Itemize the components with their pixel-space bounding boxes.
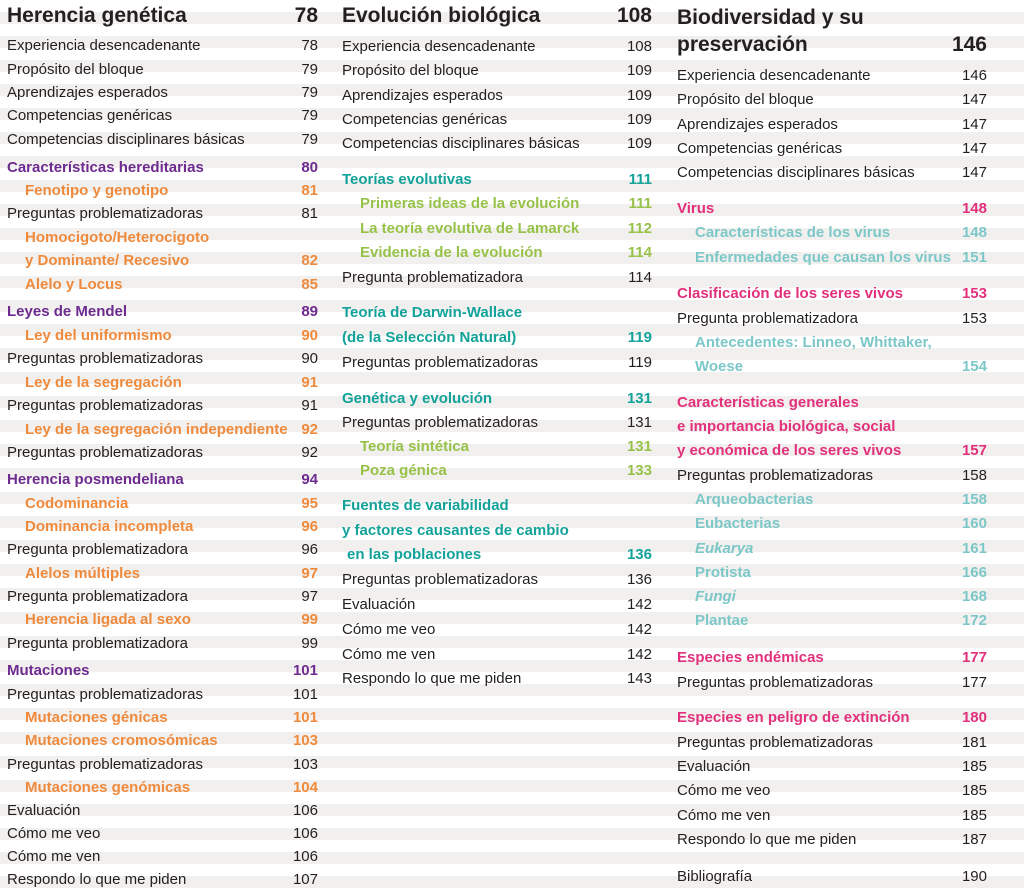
entry-label: Cómo me ven — [677, 807, 771, 824]
toc-entry[interactable] — [342, 669, 652, 689]
entry-page: 106 — [292, 848, 318, 865]
block-page: 108 — [616, 4, 652, 27]
entry-label: Preguntas problematizadoras — [677, 734, 873, 751]
entry-label: Pregunta problematizadora — [342, 269, 523, 286]
toc-entry[interactable] — [7, 83, 318, 103]
subentry-page: 97 — [301, 565, 318, 582]
entry-label: Competencias disciplinares básicas — [342, 135, 580, 152]
entry-label: Pregunta problematizadora — [677, 310, 858, 327]
entry-label: Competencias genéricas — [7, 107, 173, 124]
toc-subentry[interactable] — [342, 437, 652, 457]
toc-section[interactable] — [7, 661, 318, 681]
entry-label: Respondo lo que me piden — [342, 670, 522, 687]
subentry-page: 92 — [301, 421, 318, 438]
entry-page: 109 — [626, 87, 652, 104]
subentry-page: 112 — [627, 220, 652, 237]
entry-label: Cómo me veo — [7, 825, 101, 842]
entry-page: 90 — [301, 350, 318, 367]
toc-section[interactable] — [342, 303, 652, 323]
entry-label: Cómo me veo — [342, 621, 436, 638]
section-label: y factores causantes de cambio — [342, 522, 569, 539]
toc-entry[interactable] — [7, 540, 318, 560]
section-page: 136 — [626, 546, 652, 563]
subentry-label: Woese — [695, 358, 744, 375]
entry-label: Competencias genéricas — [677, 140, 843, 157]
entry-page: 147 — [961, 164, 987, 181]
entry-page: 79 — [301, 61, 318, 78]
toc-entry[interactable] — [342, 353, 652, 373]
section-label: Teoría de Darwin-Wallace — [342, 304, 523, 321]
subentry-label: Alelo y Locus — [25, 276, 123, 293]
subentry-page: 151 — [961, 249, 987, 266]
toc-subentry[interactable] — [677, 514, 987, 534]
entry-page: 99 — [301, 635, 318, 652]
block-page: 78 — [294, 4, 318, 27]
entry-page: 101 — [292, 686, 318, 703]
toc-entry[interactable] — [7, 443, 318, 463]
subentry-page: 91 — [301, 374, 318, 391]
toc-section[interactable] — [677, 708, 987, 728]
toc-subentry[interactable] — [677, 357, 987, 377]
toc-section[interactable] — [342, 389, 652, 409]
toc-section[interactable] — [677, 648, 987, 668]
entry-page: 107 — [292, 871, 318, 888]
section-label: Herencia posmendeliana — [7, 471, 184, 488]
section-page: 131 — [626, 390, 652, 407]
section-label: en las poblaciones — [347, 546, 482, 563]
toc-entry[interactable] — [7, 634, 318, 654]
entry-page: 177 — [961, 674, 987, 691]
subentry-page: 131 — [626, 438, 652, 455]
toc-entry[interactable] — [677, 139, 987, 159]
entry-label: Cómo me ven — [342, 646, 436, 663]
toc-entry[interactable] — [7, 824, 318, 844]
section-label: Características generales — [677, 394, 859, 411]
section-label: e importancia biológica, social — [677, 418, 896, 435]
block-title-row[interactable] — [7, 3, 318, 29]
subentry-label: Alelos múltiples — [25, 565, 141, 582]
entry-page: 147 — [961, 140, 987, 157]
subentry-label: y Dominante/ Recesivo — [25, 252, 190, 269]
subentry-label: Ley de la segregación independiente — [25, 421, 288, 438]
subentry-page: 133 — [626, 462, 652, 479]
subentry-page: 90 — [301, 327, 318, 344]
toc-entry[interactable] — [342, 134, 652, 154]
block-page: 146 — [951, 33, 987, 56]
toc-entry[interactable] — [677, 163, 987, 183]
entry-label: Propósito del bloque — [342, 62, 479, 79]
entry-label: Evaluación — [677, 758, 751, 775]
toc-entry[interactable] — [342, 645, 652, 665]
toc-section[interactable] — [677, 199, 987, 219]
entry-page: 97 — [301, 588, 318, 605]
subentry-label: Ley de la segregación — [25, 374, 182, 391]
toc-entry[interactable] — [7, 587, 318, 607]
entry-page: 142 — [626, 621, 652, 638]
entry-label: Preguntas problematizadoras — [7, 350, 203, 367]
section-label: Mutaciones — [7, 662, 90, 679]
entry-label: Propósito del bloque — [677, 91, 814, 108]
entry-label: Pregunta problematizadora — [7, 588, 188, 605]
entry-label: Preguntas problematizadoras — [677, 674, 873, 691]
block-title: Herencia genética — [7, 4, 187, 27]
entry-label: Preguntas problematizadoras — [677, 467, 873, 484]
section-page: 119 — [627, 329, 652, 346]
toc-entry[interactable] — [342, 595, 652, 615]
entry-page: 153 — [961, 310, 987, 327]
entry-label: Evaluación — [342, 596, 416, 613]
toc-entry[interactable] — [7, 204, 318, 224]
toc-entry[interactable] — [7, 685, 318, 705]
subentry-label: Herencia ligada al sexo — [25, 611, 191, 628]
subentry-label: Enfermedades que causan los virus — [695, 249, 951, 266]
entry-page: 131 — [626, 414, 652, 431]
entry-page: 109 — [626, 62, 652, 79]
toc-subentry[interactable] — [342, 219, 652, 239]
subentry-label: Teoría sintética — [360, 438, 469, 455]
subentry-label: Codominancia — [25, 495, 129, 512]
block-title-row[interactable] — [677, 32, 987, 58]
section-page: 89 — [301, 303, 318, 320]
toc-entry[interactable] — [7, 396, 318, 416]
toc-subentry[interactable] — [7, 778, 318, 798]
toc-section[interactable] — [342, 545, 652, 565]
entry-page: 181 — [961, 734, 987, 751]
entry-page: 146 — [961, 67, 987, 84]
entry-page: 109 — [626, 111, 652, 128]
toc-subentry[interactable] — [7, 610, 318, 630]
entry-label: Aprendizajes esperados — [7, 84, 168, 101]
toc-entry[interactable] — [7, 60, 318, 80]
subentry-label: Dominancia incompleta — [25, 518, 194, 535]
entry-page: 109 — [626, 135, 652, 152]
section-label: Leyes de Mendel — [7, 303, 128, 320]
entry-page: 143 — [626, 670, 652, 687]
toc-entry[interactable] — [677, 90, 987, 110]
subentry-page: 101 — [292, 709, 318, 726]
section-label: Especies en peligro de extinción — [677, 709, 910, 726]
toc-entry[interactable] — [7, 870, 318, 890]
toc-section[interactable] — [677, 417, 987, 437]
block-title-row[interactable] — [342, 3, 652, 29]
subentry-page: 158 — [961, 491, 987, 508]
entry-label: Preguntas problematizadoras — [7, 205, 203, 222]
section-page: 157 — [961, 442, 987, 459]
entry-page: 106 — [292, 825, 318, 842]
entry-page: 185 — [961, 807, 987, 824]
subentry-page: 166 — [961, 564, 987, 581]
section-label: Teorías evolutivas — [342, 171, 472, 188]
entry-page: 187 — [961, 831, 987, 848]
subentry-page: 95 — [301, 495, 318, 512]
entry-page: 136 — [626, 571, 652, 588]
entry-label: Evaluación — [7, 802, 81, 819]
entry-label: Experiencia desencadenante — [342, 38, 536, 55]
entry-label: Preguntas problematizadoras — [7, 686, 203, 703]
toc-subentry[interactable] — [7, 228, 318, 248]
section-label: Especies endémicas — [677, 649, 824, 666]
entry-page: 79 — [301, 131, 318, 148]
subentry-page: 82 — [301, 252, 318, 269]
toc-subentry[interactable] — [7, 275, 318, 295]
section-page: 80 — [301, 159, 318, 176]
subentry-label: Homocigoto/Heterocigoto — [25, 229, 210, 246]
entry-label: Propósito del bloque — [7, 61, 144, 78]
toc-subentry[interactable] — [677, 490, 987, 510]
toc-section[interactable] — [342, 521, 652, 541]
entry-label: Cómo me ven — [7, 848, 101, 865]
toc-subentry[interactable] — [677, 248, 987, 268]
toc-subentry[interactable] — [342, 461, 652, 481]
toc-subentry[interactable] — [7, 494, 318, 514]
subentry-label: Primeras ideas de la evolución — [360, 195, 580, 212]
subentry-page: 160 — [961, 515, 987, 532]
subentry-page: 111 — [628, 195, 652, 212]
entry-label: Competencias genéricas — [342, 111, 508, 128]
toc-entry[interactable] — [342, 86, 652, 106]
entry-label: Preguntas problematizadoras — [342, 571, 538, 588]
entry-page: 79 — [301, 107, 318, 124]
section-page: 94 — [301, 471, 318, 488]
block-title-line: Biodiversidad y su — [677, 6, 864, 29]
entry-label: Aprendizajes esperados — [677, 116, 838, 133]
toc-entry[interactable] — [342, 620, 652, 640]
toc-subentry[interactable] — [7, 251, 318, 271]
toc-subentry[interactable] — [342, 243, 652, 263]
subentry-page: 114 — [627, 244, 652, 261]
subentry-label: La teoría evolutiva de Lamarck — [360, 220, 580, 237]
toc-subentry[interactable] — [7, 420, 318, 440]
section-page: 180 — [961, 709, 987, 726]
entry-page: 79 — [301, 84, 318, 101]
entry-label: Experiencia desencadenante — [7, 37, 201, 54]
entry-page: 78 — [301, 37, 318, 54]
section-label: Genética y evolución — [342, 390, 493, 407]
subentry-label: Fenotipo y genotipo — [25, 182, 169, 199]
subentry-label: Mutaciones génicas — [25, 709, 168, 726]
entry-label: Preguntas problematizadoras — [342, 414, 538, 431]
toc-column-3 — [677, 0, 987, 893]
toc-entry[interactable] — [677, 867, 987, 887]
toc-entry[interactable] — [677, 466, 987, 486]
toc-column-2 — [342, 0, 652, 893]
section-label: Fuentes de variabilidad — [342, 497, 509, 514]
toc-entry[interactable] — [342, 37, 652, 57]
subentry-label: Eubacterias — [695, 515, 781, 532]
toc-section[interactable] — [677, 284, 987, 304]
subentry-label: Características de los virus — [695, 224, 891, 241]
toc-subentry[interactable] — [7, 373, 318, 393]
subentry-label: Poza génica — [360, 462, 447, 479]
entry-label: Competencias disciplinares básicas — [7, 131, 245, 148]
entry-page: 96 — [301, 541, 318, 558]
toc-subentry[interactable] — [7, 181, 318, 201]
section-page: 153 — [961, 285, 987, 302]
toc-entry[interactable] — [677, 806, 987, 826]
toc-entry[interactable] — [342, 268, 652, 288]
entry-page: 119 — [628, 354, 652, 371]
subentry-label: Fungi — [695, 588, 736, 605]
block-title: preservación — [677, 33, 808, 56]
entry-label: Respondo lo que me piden — [7, 871, 187, 888]
entry-page: 106 — [292, 802, 318, 819]
entry-page: 103 — [292, 756, 318, 773]
toc-entry[interactable] — [7, 847, 318, 867]
toc-subentry[interactable] — [677, 223, 987, 243]
entry-page: 190 — [961, 868, 987, 885]
toc-section[interactable] — [7, 302, 318, 322]
toc-section[interactable] — [7, 470, 318, 490]
subentry-page: 154 — [961, 358, 987, 375]
entry-label: Preguntas problematizadoras — [7, 756, 203, 773]
subentry-label: Antecedentes: Linneo, Whittaker, — [695, 334, 932, 351]
entry-page: 108 — [626, 38, 652, 55]
entry-label: Aprendizajes esperados — [342, 87, 503, 104]
subentry-label: Plantae — [695, 612, 749, 629]
subentry-page: 99 — [301, 611, 318, 628]
toc-subentry[interactable] — [677, 587, 987, 607]
toc-entry[interactable] — [677, 733, 987, 753]
section-page: 148 — [961, 200, 987, 217]
block-title: Evolución biológica — [342, 4, 541, 27]
toc-section[interactable] — [342, 496, 652, 516]
subentry-page: 85 — [301, 276, 318, 293]
subentry-label: Ley del uniformismo — [25, 327, 172, 344]
entry-page: 91 — [301, 397, 318, 414]
section-label: Virus — [677, 200, 715, 217]
entry-label: Respondo lo que me piden — [677, 831, 857, 848]
toc-section[interactable] — [7, 158, 318, 178]
section-page: 177 — [961, 649, 987, 666]
section-page: 111 — [628, 171, 652, 188]
toc-entry[interactable] — [677, 115, 987, 135]
toc-entry[interactable] — [342, 570, 652, 590]
entry-label: Experiencia desencadenante — [677, 67, 871, 84]
section-page: 101 — [292, 662, 318, 679]
entry-label: Preguntas problematizadoras — [7, 444, 203, 461]
toc-subentry[interactable] — [677, 539, 987, 559]
toc-entry[interactable] — [7, 801, 318, 821]
toc-subentry[interactable] — [7, 326, 318, 346]
subentry-page: 148 — [961, 224, 987, 241]
entry-page: 147 — [961, 91, 987, 108]
toc-entry[interactable] — [677, 309, 987, 329]
toc-subentry[interactable] — [7, 564, 318, 584]
entry-label: Pregunta problematizadora — [7, 635, 188, 652]
toc-entry[interactable] — [677, 673, 987, 693]
entry-label: Cómo me veo — [677, 782, 771, 799]
toc-section[interactable] — [677, 393, 987, 413]
entry-label: Bibliografía — [677, 868, 753, 885]
subentry-label: Mutaciones genómicas — [25, 779, 191, 796]
section-label: y económica de los seres vivos — [677, 442, 902, 459]
subentry-page: 168 — [961, 588, 987, 605]
toc-entry[interactable] — [342, 61, 652, 81]
toc-section[interactable] — [677, 441, 987, 461]
subentry-page: 161 — [961, 540, 987, 557]
toc-subentry[interactable] — [677, 563, 987, 583]
toc-entry[interactable] — [677, 66, 987, 86]
toc-entry[interactable] — [7, 755, 318, 775]
toc-entry[interactable] — [342, 110, 652, 130]
entry-page: 142 — [626, 596, 652, 613]
subentry-label: Eukarya — [695, 540, 754, 557]
subentry-label: Arqueobacterias — [695, 491, 814, 508]
toc-column-1 — [7, 0, 318, 893]
subentry-page: 96 — [301, 518, 318, 535]
toc-subentry[interactable] — [342, 194, 652, 214]
toc-entry[interactable] — [7, 106, 318, 126]
entry-label: Preguntas problematizadoras — [342, 354, 538, 371]
toc-subentry[interactable] — [677, 611, 987, 631]
section-label: Clasificación de los seres vivos — [677, 285, 903, 302]
entry-page: 81 — [301, 205, 318, 222]
entry-page: 142 — [626, 646, 652, 663]
entry-label: Competencias disciplinares básicas — [677, 164, 915, 181]
toc-subentry[interactable] — [677, 333, 987, 353]
toc-entry[interactable] — [677, 757, 987, 777]
toc-entry[interactable] — [7, 349, 318, 369]
toc-entry[interactable] — [7, 130, 318, 150]
entry-page: 185 — [961, 758, 987, 775]
toc-subentry[interactable] — [7, 517, 318, 537]
entry-page: 158 — [961, 467, 987, 484]
toc-subentry[interactable] — [7, 731, 318, 751]
entry-page: 92 — [301, 444, 318, 461]
subentry-page: 104 — [292, 779, 318, 796]
entry-page: 147 — [961, 116, 987, 133]
entry-page: 114 — [628, 269, 652, 286]
subentry-page: 103 — [292, 732, 318, 749]
entry-page: 185 — [961, 782, 987, 799]
toc-section[interactable] — [342, 328, 652, 348]
subentry-label: Protista — [695, 564, 751, 581]
subentry-label: Mutaciones cromosómicas — [25, 732, 218, 749]
entry-label: Preguntas problematizadoras — [7, 397, 203, 414]
toc-subentry[interactable] — [7, 708, 318, 728]
toc-entry[interactable] — [677, 830, 987, 850]
subentry-page: 81 — [301, 182, 318, 199]
section-label: (de la Selección Natural) — [342, 329, 517, 346]
section-label: Características hereditarias — [7, 159, 204, 176]
subentry-label: Evidencia de la evolución — [360, 244, 543, 261]
subentry-page: 172 — [961, 612, 987, 629]
toc-entry[interactable] — [342, 413, 652, 433]
toc-entry[interactable] — [7, 36, 318, 56]
toc-section[interactable] — [342, 170, 652, 190]
entry-label: Pregunta problematizadora — [7, 541, 188, 558]
toc-entry[interactable] — [677, 781, 987, 801]
